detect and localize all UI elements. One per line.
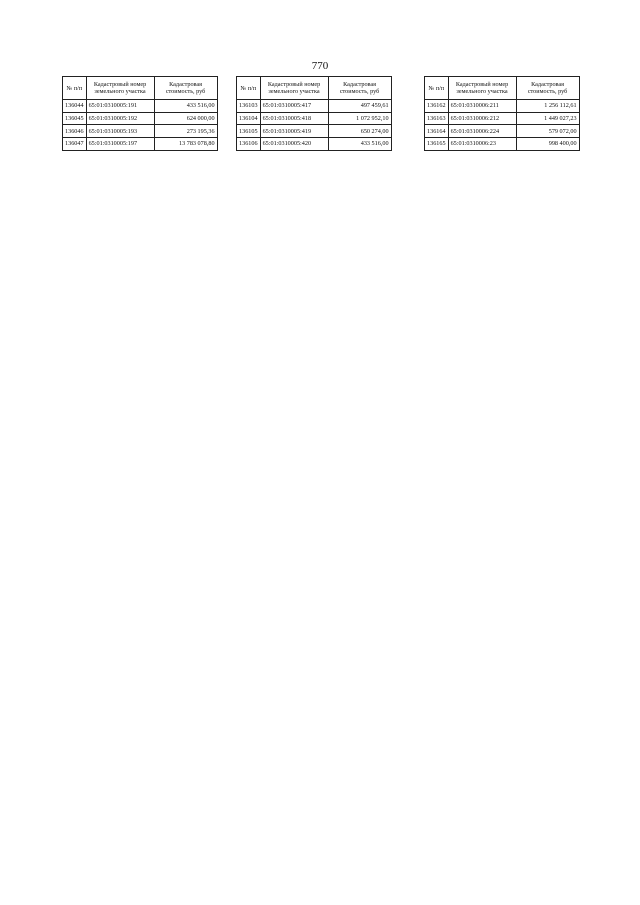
- table-row: [63, 100, 218, 113]
- register-tables: [62, 76, 594, 896]
- cadastral-number: 65:01:0310006:212: [448, 112, 516, 125]
- table-row: [63, 112, 218, 125]
- register-table-2: [236, 76, 392, 151]
- cadastral-number: 65:01:0310006:211: [448, 100, 516, 113]
- row-number: 136045: [63, 112, 87, 125]
- cadastral-value: 1 072 952,10: [328, 112, 391, 125]
- cadastral-number: 65:01:0310005:192: [86, 112, 154, 125]
- cadastral-number: 65:01:0310006:23: [448, 138, 516, 151]
- page-number: 770: [311, 60, 329, 72]
- header-cadastral-number: Кадастровый номер земельного участка: [260, 77, 328, 100]
- row-number: 136162: [425, 100, 449, 113]
- row-number: 136163: [425, 112, 449, 125]
- table-row: [237, 112, 392, 125]
- register-table-1: [62, 76, 218, 151]
- cadastral-number: 65:01:0310005:193: [86, 125, 154, 138]
- row-number: 136105: [237, 125, 261, 138]
- cadastral-number: 65:01:0310006:224: [448, 125, 516, 138]
- row-number: 136164: [425, 125, 449, 138]
- table-row: [237, 100, 392, 113]
- table-row: [63, 138, 218, 151]
- table-row: [425, 125, 580, 138]
- row-number: 136106: [237, 138, 261, 151]
- row-number: 136103: [237, 100, 261, 113]
- cadastral-value: 998 400,00: [516, 138, 579, 151]
- header-cadastral-value: Кадастровая стоимость, руб: [328, 77, 391, 100]
- row-number: 136044: [63, 100, 87, 113]
- cadastral-number: 65:01:0310005:417: [260, 100, 328, 113]
- table-row: [237, 125, 392, 138]
- table-row: [237, 138, 392, 151]
- cadastral-number: 65:01:0310005:197: [86, 138, 154, 151]
- cadastral-number: 65:01:0310005:419: [260, 125, 328, 138]
- table-header: [425, 77, 580, 100]
- header-cadastral-number: Кадастровый номер земельного участка: [86, 77, 154, 100]
- cadastral-value: 433 516,00: [328, 138, 391, 151]
- row-number: 136104: [237, 112, 261, 125]
- row-number: 136046: [63, 125, 87, 138]
- table-row: [425, 138, 580, 151]
- header-cadastral-value: Кадастровая стоимость, руб: [154, 77, 217, 100]
- cadastral-value: 273 195,36: [154, 125, 217, 138]
- table-row: [425, 100, 580, 113]
- cadastral-value: 579 072,00: [516, 125, 579, 138]
- cadastral-value: 650 274,00: [328, 125, 391, 138]
- header-cadastral-number: Кадастровый номер земельного участка: [448, 77, 516, 100]
- header-number: № п/п: [237, 77, 261, 100]
- cadastral-value: 497 459,61: [328, 100, 391, 113]
- cadastral-value: 1 449 027,23: [516, 112, 579, 125]
- cadastral-number: 65:01:0310005:191: [86, 100, 154, 113]
- table-row: [425, 112, 580, 125]
- register-table-3: [424, 76, 580, 151]
- row-number: 136165: [425, 138, 449, 151]
- cadastral-value: 624 000,00: [154, 112, 217, 125]
- cadastral-number: 65:01:0310005:420: [260, 138, 328, 151]
- cadastral-value: 13 783 078,80: [154, 138, 217, 151]
- header-cadastral-value: Кадастровая стоимость, руб: [516, 77, 579, 100]
- header-number: № п/п: [63, 77, 87, 100]
- header-number: № п/п: [425, 77, 449, 100]
- cadastral-value: 1 256 112,61: [516, 100, 579, 113]
- cadastral-number: 65:01:0310005:418: [260, 112, 328, 125]
- cadastral-value: 433 516,00: [154, 100, 217, 113]
- table-header: [237, 77, 392, 100]
- table-header: [63, 77, 218, 100]
- row-number: 136047: [63, 138, 87, 151]
- table-row: [63, 125, 218, 138]
